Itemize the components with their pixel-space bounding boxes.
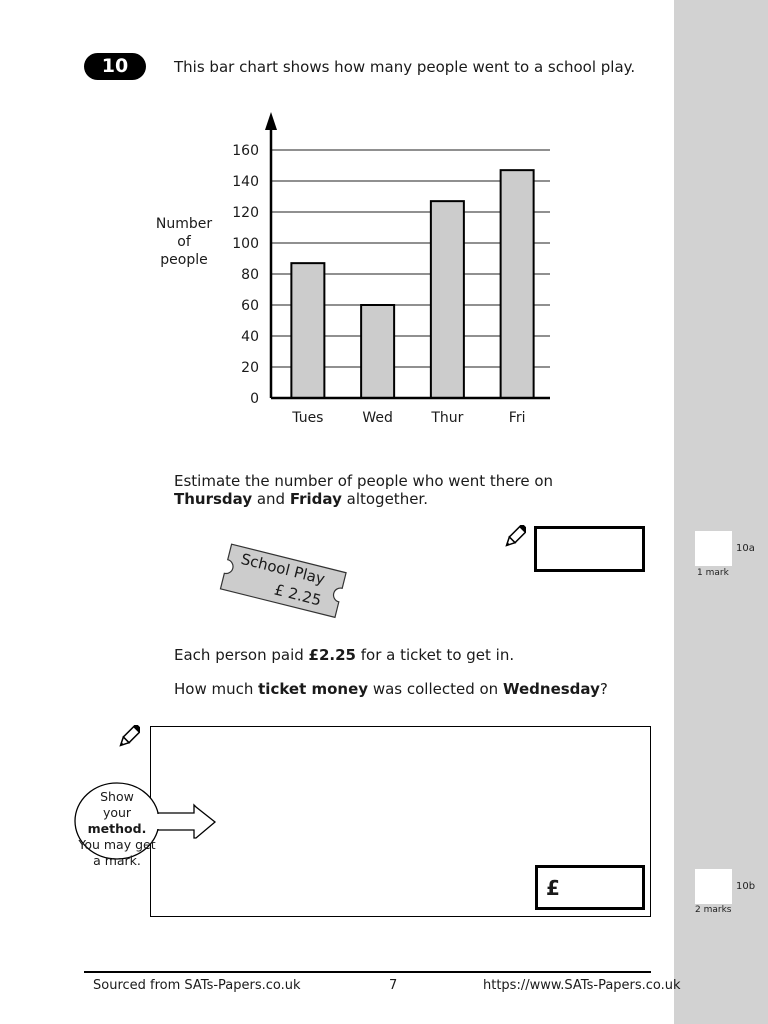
y-axis-label-line: of — [177, 234, 191, 250]
pencil-icon — [504, 525, 526, 549]
bar — [291, 263, 324, 398]
part-b-q-bold2: Wednesday — [502, 680, 600, 698]
pencil-icon — [118, 725, 140, 749]
method-line2b: method. — [87, 821, 147, 836]
mark-box-10a[interactable] — [695, 531, 732, 566]
footer-rule — [84, 971, 651, 973]
bar — [431, 201, 464, 398]
y-axis-label — [156, 216, 212, 268]
answer-box-10b[interactable] — [535, 865, 645, 910]
x-tick-label: Wed — [362, 410, 393, 426]
chart-bars — [291, 170, 533, 398]
method-line4: a mark. — [93, 853, 141, 868]
y-tick-label: 40 — [241, 329, 259, 345]
part-b-question — [174, 680, 608, 698]
y-tick-label: 100 — [232, 236, 259, 252]
method-line1: Show — [100, 789, 134, 804]
part-b-q2: was collected on — [368, 680, 503, 698]
part-a-day1: Thursday — [174, 490, 253, 508]
answer-box-10a[interactable] — [534, 526, 645, 572]
y-tick-label: 120 — [232, 205, 259, 221]
method-text — [74, 789, 160, 869]
y-tick-labels — [232, 143, 259, 407]
part-b-q1: How much — [174, 680, 259, 698]
y-tick-label: 80 — [241, 267, 259, 283]
y-axis-arrow — [265, 112, 277, 130]
part-a-line2 — [174, 490, 428, 508]
ticket-price: £ 2.25 — [272, 580, 324, 610]
currency-symbol: £ — [546, 876, 560, 900]
part-a-day2: Friday — [289, 490, 342, 508]
y-axis-label-line: people — [160, 252, 208, 268]
question-intro: This bar chart shows how many people went to a school play. — [174, 58, 636, 76]
mark-label-10b: 2 marks — [695, 905, 732, 915]
method-line2a: your — [102, 805, 132, 820]
footer-source: Sourced from SATs-Papers.co.uk — [93, 978, 301, 993]
bar-chart — [150, 108, 570, 438]
x-tick-label: Tues — [292, 410, 324, 426]
x-tick-label: Thur — [431, 410, 464, 426]
y-tick-label: 160 — [232, 143, 259, 159]
part-b-text1: Each person paid — [174, 646, 309, 664]
bar — [501, 170, 534, 398]
y-tick-label: 20 — [241, 360, 259, 376]
bar — [361, 305, 394, 398]
y-axis-label-line: Number — [155, 216, 213, 232]
part-b-line1 — [174, 646, 514, 664]
part-a-end: altogether. — [341, 490, 428, 508]
y-tick-label: 60 — [241, 298, 259, 314]
footer-url[interactable]: https://www.SATs-Papers.co.uk — [483, 978, 681, 993]
method-bubble — [74, 778, 219, 868]
part-b-text2: for a ticket to get in. — [356, 646, 515, 664]
y-tick-label: 0 — [250, 391, 259, 407]
method-line3: You may get — [78, 837, 156, 852]
page-number: 7 — [389, 978, 398, 993]
part-b-q-bold1: ticket money — [258, 680, 369, 698]
x-tick-label: Fri — [508, 410, 526, 426]
mark-id-10a: 10a — [736, 543, 755, 554]
part-a-line1: Estimate the number of people who went there on — [174, 472, 554, 490]
question-number: 10 — [84, 53, 146, 80]
ticket-illustration — [212, 540, 357, 628]
ticket-title: School Play — [239, 549, 327, 589]
y-tick-label: 140 — [232, 174, 259, 190]
part-b-price: £2.25 — [308, 646, 356, 664]
part-b-q3: ? — [599, 680, 608, 698]
mark-box-10b[interactable] — [695, 869, 732, 904]
mark-id-10b: 10b — [736, 881, 756, 892]
mark-label-10a: 1 mark — [697, 568, 729, 578]
marks-margin — [674, 0, 768, 1024]
x-tick-labels — [291, 410, 525, 426]
part-a-and: and — [252, 490, 290, 508]
method-line2 — [74, 805, 160, 837]
